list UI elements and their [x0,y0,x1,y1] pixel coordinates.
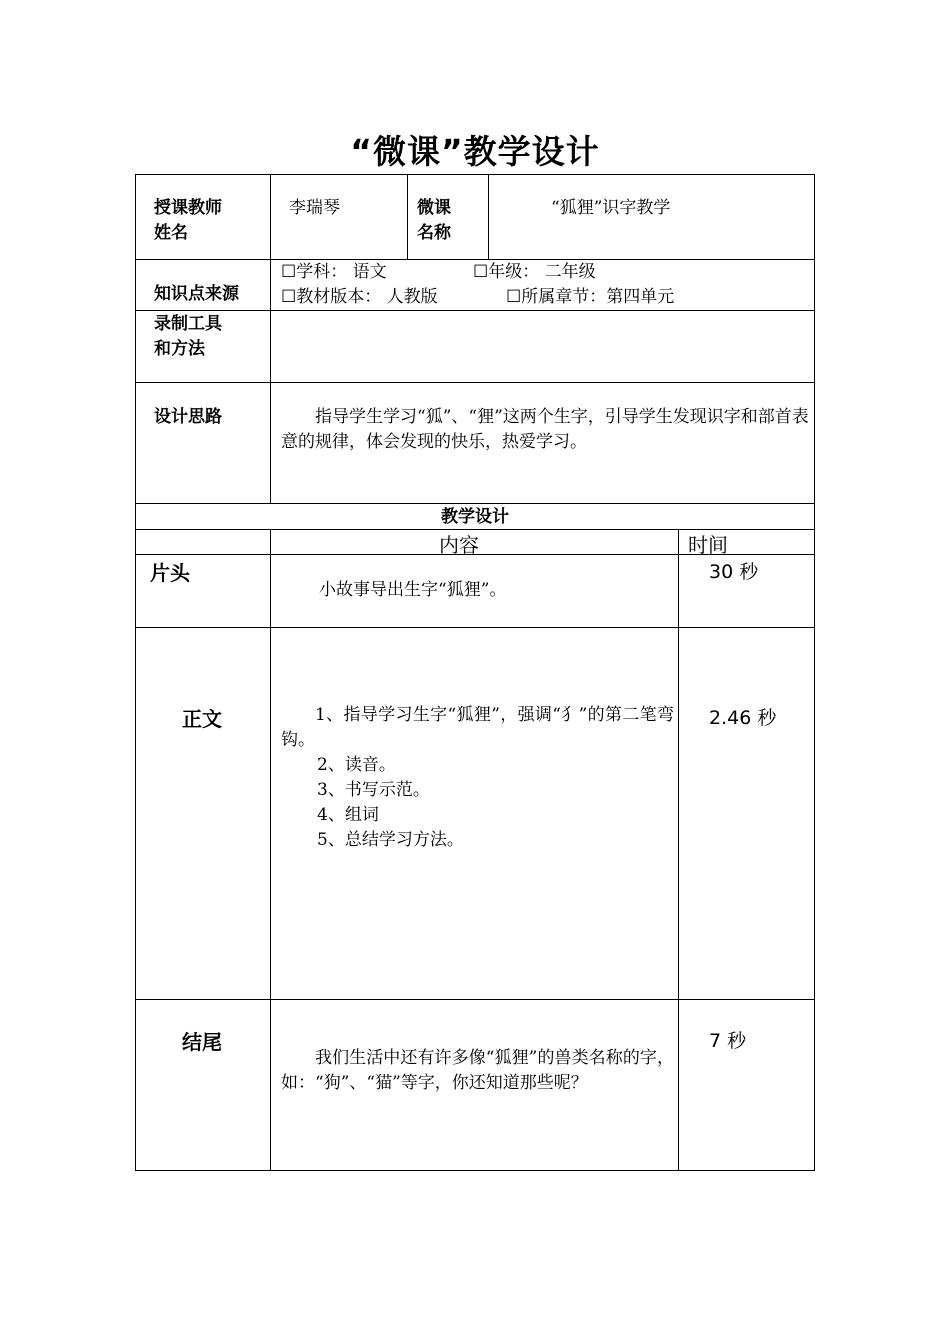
grade-field: ☐年级： 二年级 [473,262,596,282]
teaching-section-title: 教学设计 [441,507,509,527]
teacher-name: 李瑞琴 [289,198,340,218]
course-label: 微课 [417,198,451,218]
segment-time-intro: 30 秒 [709,561,759,583]
tools-label: 录制工具 [154,314,222,334]
segment-time-body: 2.46 秒 [709,707,777,729]
course-label-line2: 名称 [417,223,451,243]
segment-content-body: 1、指导学习生字“狐狸”，强调“犭”的第二笔弯钩。 [281,705,674,750]
col-time-header: 时间 [688,533,728,557]
body-step: 4、组词 [317,805,379,825]
source-label: 知识点来源 [154,284,239,304]
segment-content-ending: 我们生活中还有许多像“狐狸”的兽类名称的字，如：“狗”、“猫”等字，你还知道那些呢？ [281,1048,674,1093]
teacher-label: 授课教师 [154,198,222,218]
subject-field: ☐学科： 语文 [281,262,387,282]
col-content-header: 内容 [439,533,479,557]
edition-field: ☐教材版本： 人教版 [281,287,438,307]
segment-name-body: 正文 [182,707,222,731]
segment-content-intro: 小故事导出生字“狐狸”。 [319,580,507,600]
segment-time-ending: 7 秒 [709,1030,747,1052]
teacher-label-line2: 姓名 [154,223,188,243]
body-step: 2、读音。 [317,755,396,775]
page-title: “微课”教学设计 [350,132,600,171]
lesson-table [135,174,815,1171]
chapter-field: ☐所属章节：第四单元 [506,287,675,307]
design-text: 指导学生学习“狐”、“狸”这两个生字，引导学生发现识字和部首表意的规律，体会发现的快乐，热爱学习。 [281,407,809,452]
segment-name-intro: 片头 [150,561,190,585]
segment-name-ending: 结尾 [182,1030,222,1054]
body-step: 3、书写示范。 [317,780,430,800]
body-step: 5、总结学习方法。 [317,830,464,850]
tools-label-line2: 和方法 [154,339,205,359]
course-name: “狐狸”识字教学 [551,198,671,218]
design-label: 设计思路 [154,407,222,427]
